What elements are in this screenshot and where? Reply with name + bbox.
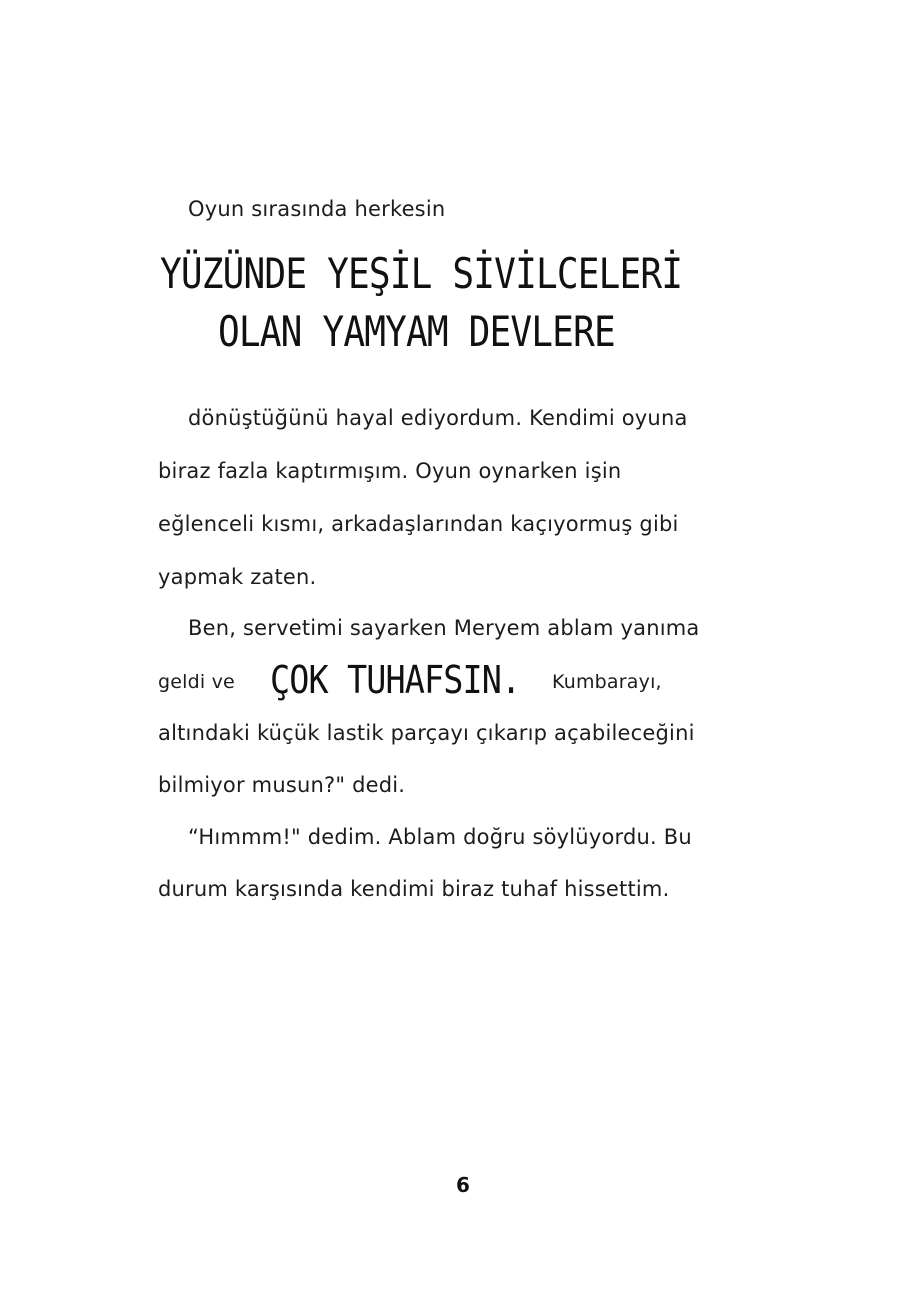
stylized-heading-line-1: YÜZÜNDE YEŞİL SİVİLCELERİ [160,249,683,298]
paragraph-line: bilmiyor musun?" dedi. [158,773,406,797]
inline-text-pre: geldi ve [158,671,235,693]
paragraph-line: eğlenceli kısmı, arkadaşlarından kaçıyormuş gibi [158,512,679,536]
paragraph-line: Ben, servetimi sayarken Meryem ablam yanıma [188,616,700,640]
inline-shout-text: ÇOK TUHAFSIN. [270,658,521,702]
paragraph-line: dönüştüğünü hayal ediyordum. Kendimi oyuna [188,406,688,430]
inline-shout-container [270,656,554,708]
paragraph-line: yapmak zaten. [158,565,317,589]
stylized-heading-line-2: OLAN YAMYAM DEVLERE [218,307,615,356]
paragraph-line: altındaki küçük lastik parçayı çıkarıp açabileceğini [158,721,695,745]
paragraph-line: biraz fazla kaptırmışım. Oyun oynarken işin [158,459,622,483]
paragraph-intro-line: Oyun sırasında herkesin [188,197,446,221]
page-number: 6 [456,1173,470,1197]
paragraph-line: durum karşısında kendimi biraz tuhaf hissettim. [158,877,670,901]
paragraph-line-post [552,668,662,695]
paragraph-line: “Hımmm!" dedim. Ablam doğru söylüyordu. Bu [188,825,692,849]
inline-text-post: Kumbarayı, [552,671,662,693]
paragraph-line-with-shout [158,668,235,695]
